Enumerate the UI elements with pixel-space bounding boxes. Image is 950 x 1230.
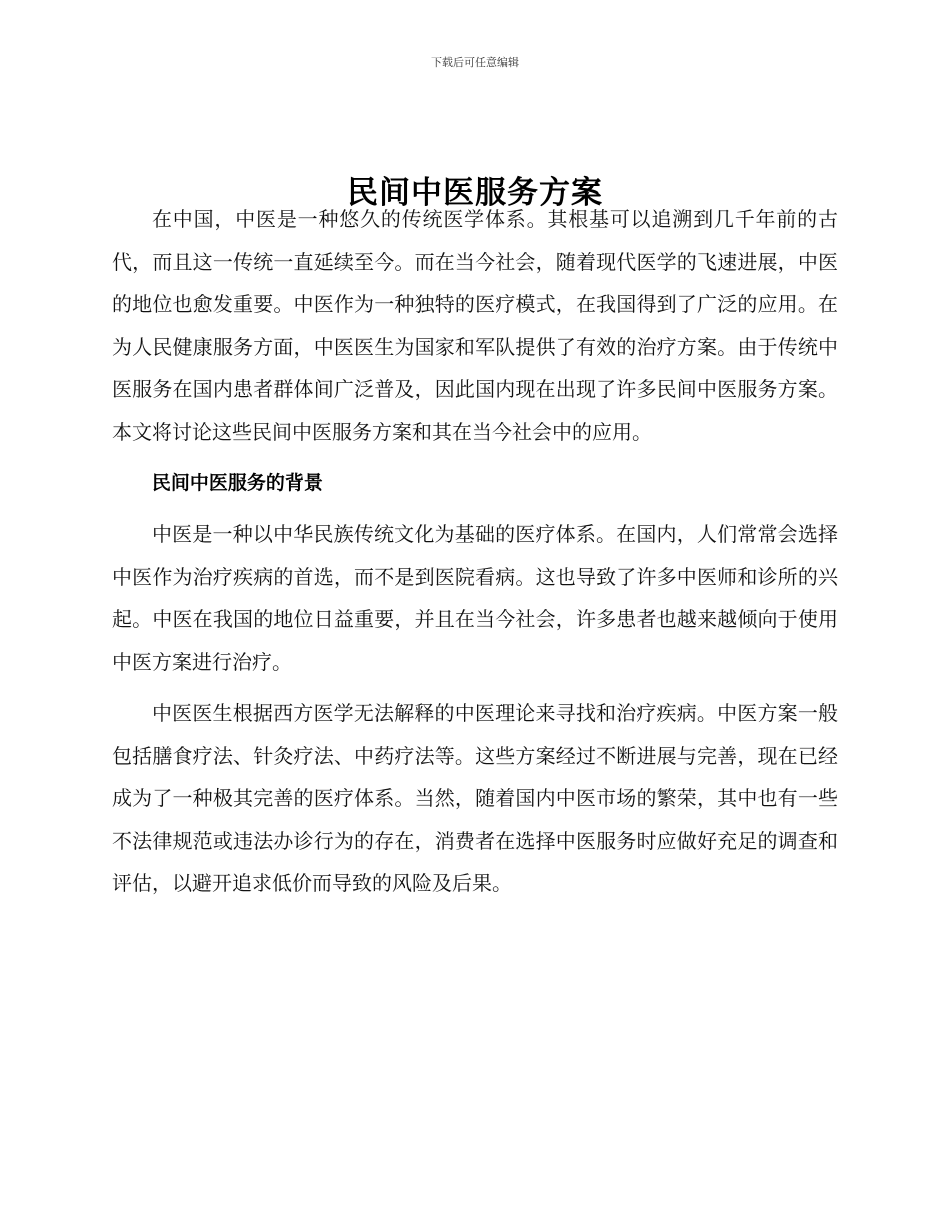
document-title: 民间中医服务方案: [347, 174, 603, 211]
document-body: [112, 198, 838, 905]
header-note: 下载后可任意编辑: [431, 56, 519, 69]
section-paragraph: 中医是一种以中华民族传统文化为基础的医疗体系。在国内，人们常常会选择中医作为治疗疾病的首选，而不是到医院看病。这也导致了许多中医师和诊所的兴起。中医在我国的地位日益重要，并且在当今社会，许多患者也越来越倾向于使用中医方案进行治疗。: [112, 522, 838, 674]
section-heading: 民间中医服务的背景: [151, 472, 323, 494]
intro-paragraph: 在中国，中医是一种悠久的传统医学体系。其根基可以追溯到几千年前的古代，而且这一传统一直延续至今。而在当今社会，随着现代医学的飞速进展，中医的地位也愈发重要。中医作为一种独特的医疗模式，在我国得到了广泛的应用。在为人民健康服务方面，中医医生为国家和军队提供了有效的治疗方案。由于传统中医服务在国内患者群体间广泛普及，因此国内现在出现了许多民间中医服务方案。本文将讨论这些民间中医服务方案和其在当今社会中的应用。: [112, 207, 838, 444]
section-paragraph: 中医医生根据西方医学无法解释的中医理论来寻找和治疗疾病。中医方案一般包括膳食疗法、针灸疗法、中药疗法等。这些方案经过不断进展与完善，现在已经成为了一种极其完善的医疗体系。当然，随着国内中医市场的繁荣，其中也有一些不法律规范或违法办诊行为的存在，消费者在选择中医服务时应做好充足的调查和评估，以避开追求低价而导致的风险及后果。: [112, 701, 838, 895]
